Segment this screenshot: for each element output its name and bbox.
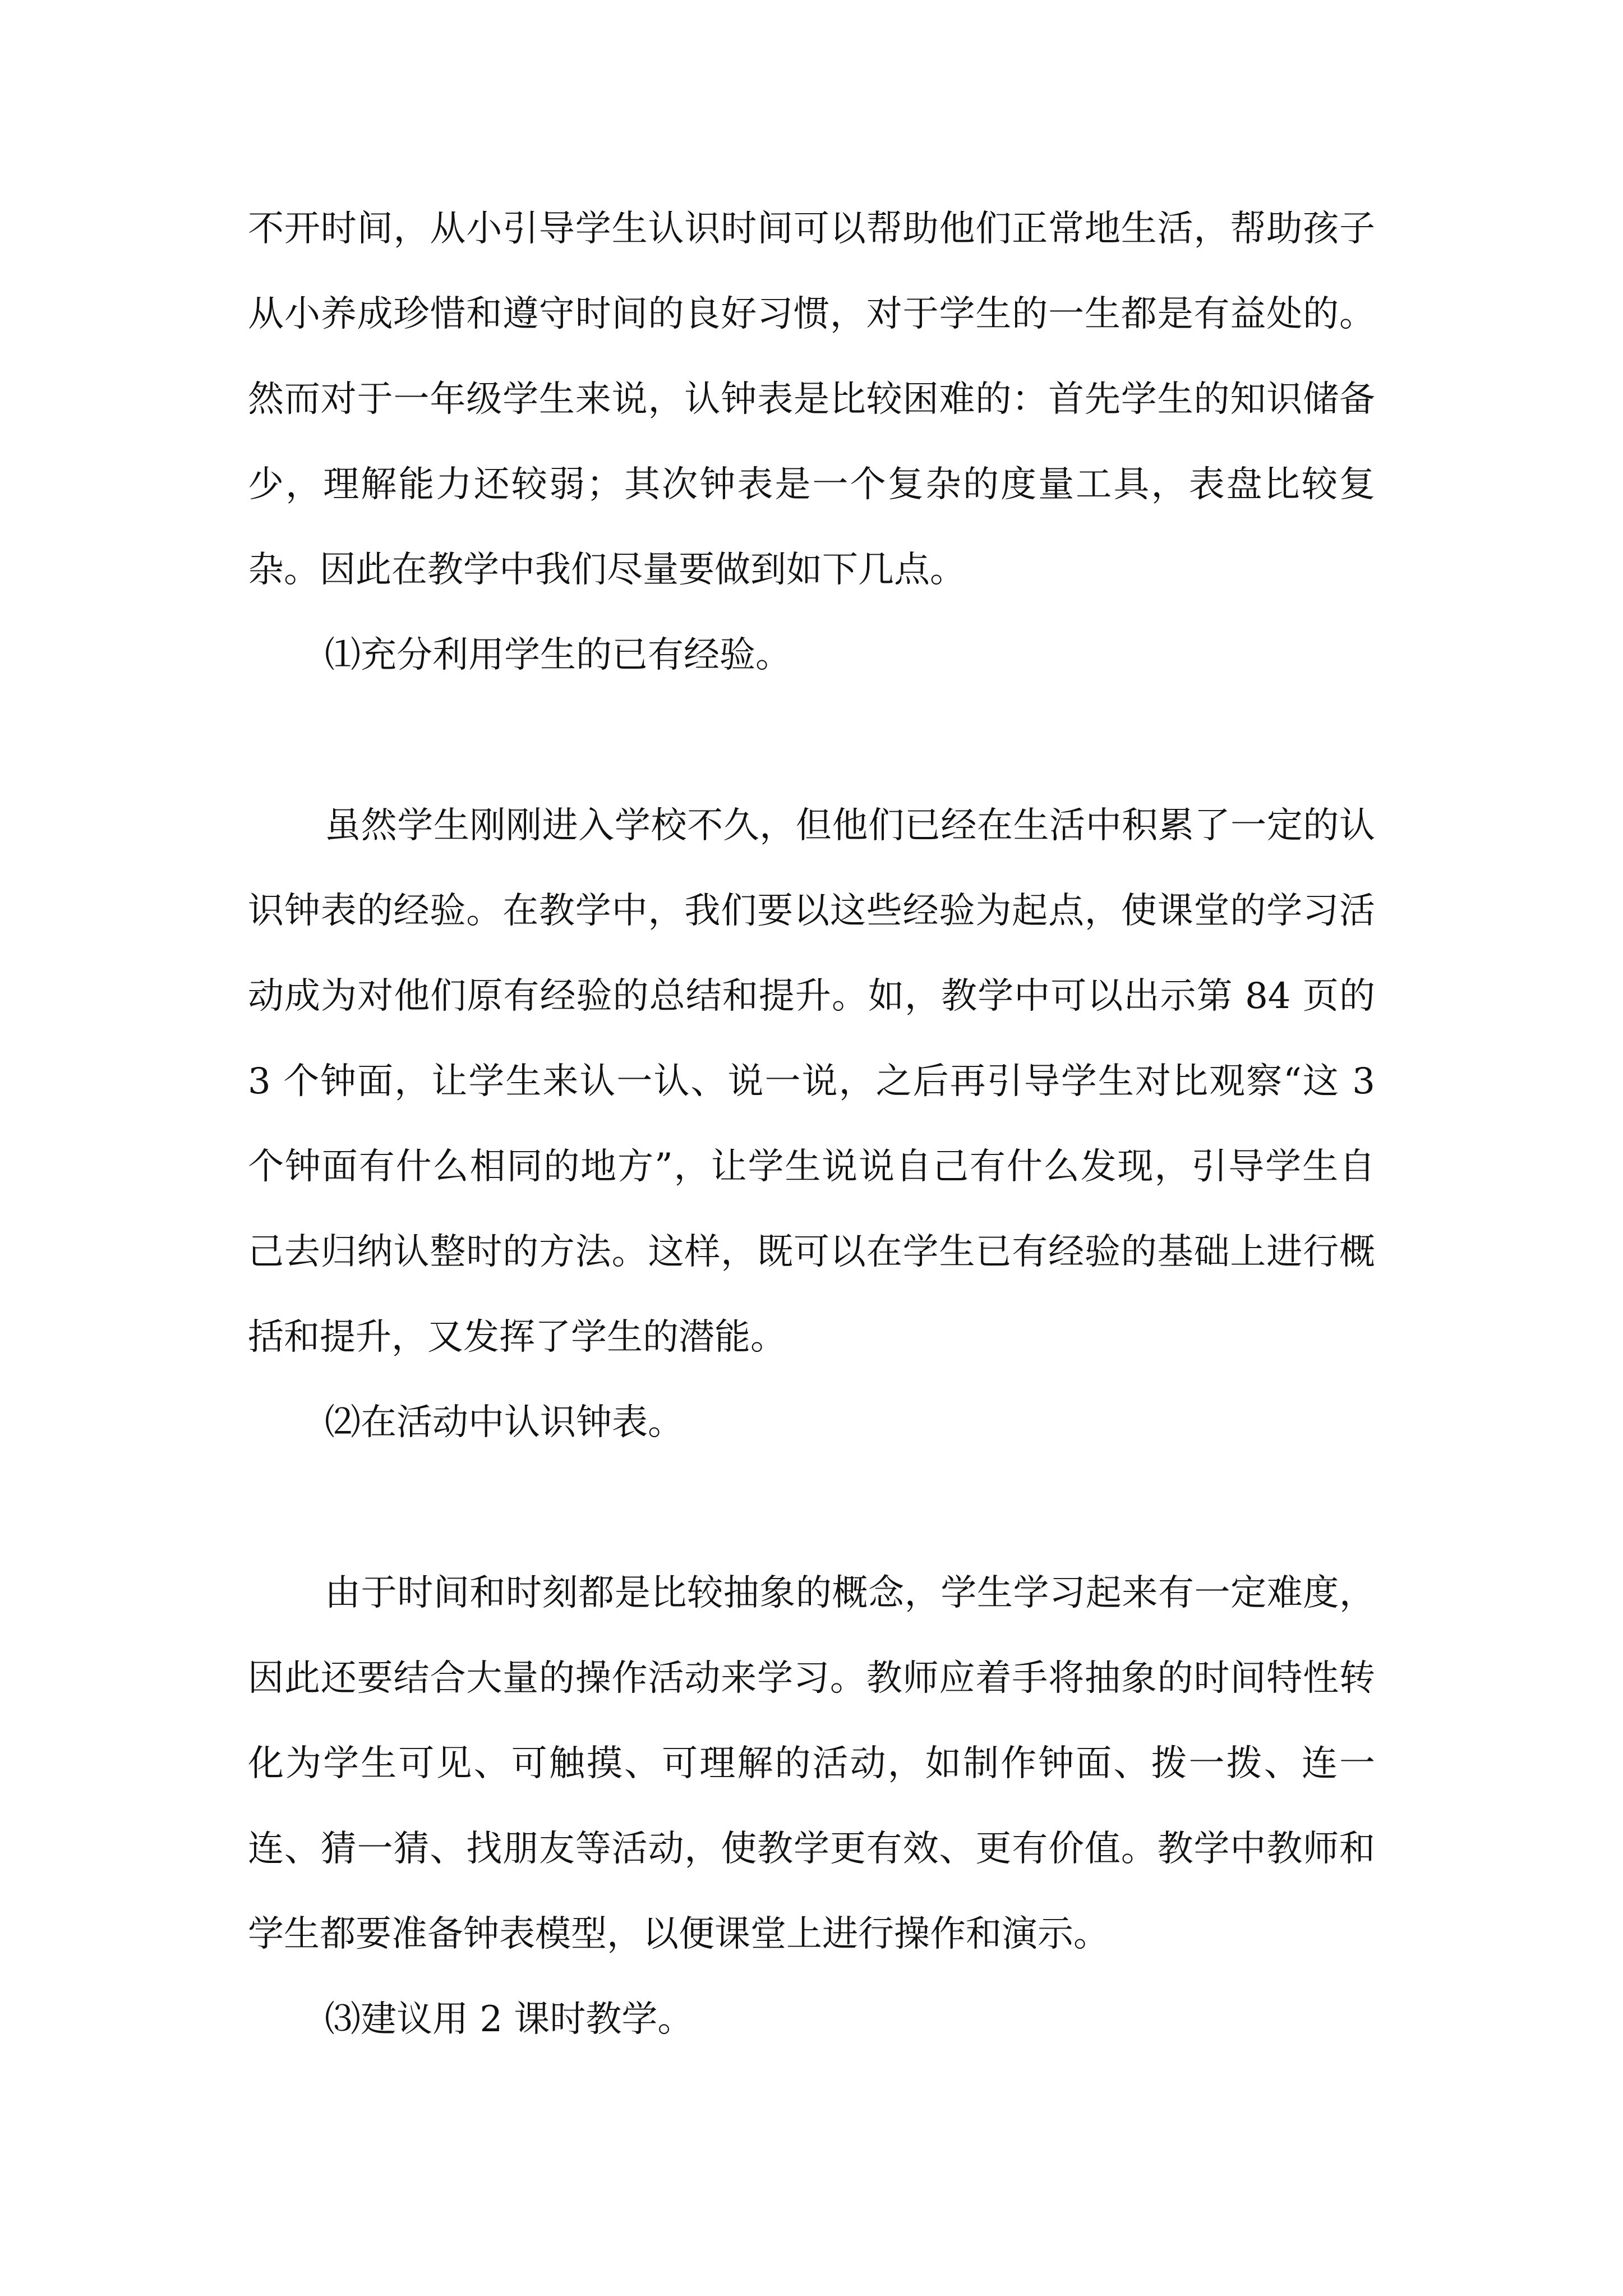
paragraph-activities: 由于时间和时刻都是比较抽象的概念，学生学习起来有一定难度，因此还要结合大量的操作活动来学习。教师应着手将抽象的时间特性转化为学生可见、可触摸、可理解的活动，如制作钟面、拨一拨、连一连、猜一猜、找朋友等活动，使教学更有效、更有价值。教学中教师和学生都要准备钟表模型，以便课堂上进行操作和演示。	[248, 1572, 1375, 1955]
list-heading-3: ⑶建议用 2 课时教学。	[325, 1999, 694, 2040]
list-heading-1: ⑴充分利用学生的已有经验。	[325, 634, 791, 676]
document-body	[248, 186, 1375, 2062]
paragraph-experience: 虽然学生刚刚进入学校不久，但他们已经在生活中积累了一定的认识钟表的经验。在教学中，我们要以这些经验为起点，使课堂的学习活动成为对他们原有经验的总结和提升。如，教学中可以出示第 84 页的 3 个钟面，让学生来认一认、说一说，之后再引导学生对比观察“这 3 个钟面有什么相同的地方”，让学生说说自己有什么发现，引导学生自己去归纳认整时的方法。这样，既可以在学生已有经验的基础上进行概括和提升，又发挥了学生的潜能。	[248, 805, 1375, 1358]
list-heading-2: ⑵在活动中认识钟表。	[325, 1402, 684, 1443]
paragraph-continued: 不开时间，从小引导学生认识时间可以帮助他们正常地生活，帮助孩子从小养成珍惜和遵守时间的良好习惯，对于学生的一生都是有益处的。然而对于一年级学生来说，认钟表是比较困难的：首先学生的知识储备少，理解能力还较弱；其次钟表是一个复杂的度量工具，表盘比较复杂。因此在教学中我们尽量要做到如下几点。	[248, 208, 1375, 591]
